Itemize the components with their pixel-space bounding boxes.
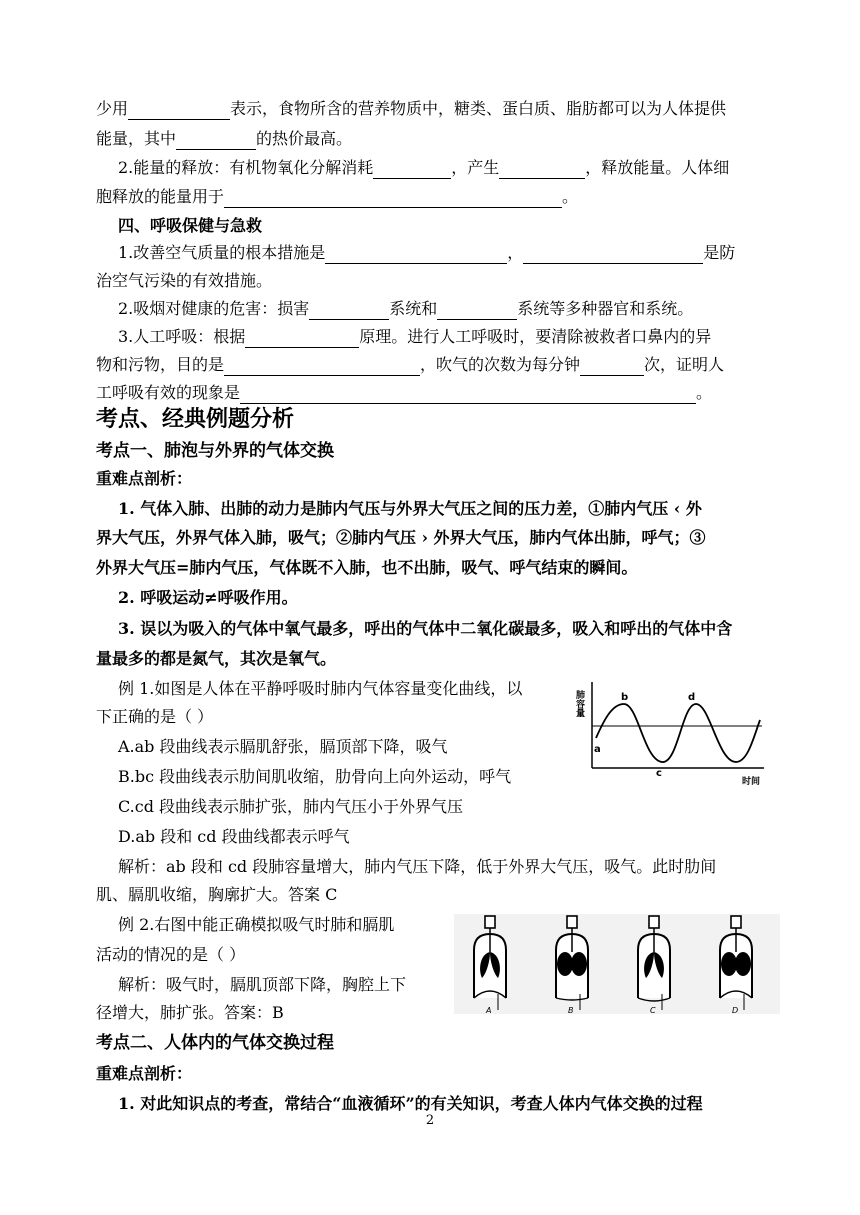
text: 是防 bbox=[703, 243, 736, 262]
key-label: 重难点剖析： bbox=[96, 1064, 193, 1083]
question-text: 活动的情况的是（ ） bbox=[96, 945, 246, 964]
question-text: 例 2.右图中能正确模拟吸气时肺和膈肌 bbox=[118, 915, 395, 934]
text: 表示，食物所含的营养物质中，糖类、蛋白质、脂肪都可以为人体提供 bbox=[230, 99, 727, 118]
text: 原理。进行人工呼吸时，要清除被救者口鼻内的异 bbox=[359, 327, 712, 346]
text-line bbox=[118, 242, 735, 264]
text: 能量，其中 bbox=[96, 129, 177, 148]
text-line: 3. 误以为吸入的气体中氧气最多，呼出的气体中二氧化碳最多，吸入和呼出的气体中含 bbox=[118, 619, 733, 638]
blank[interactable] bbox=[373, 162, 451, 179]
point-c: c bbox=[656, 768, 662, 779]
text: 胞释放的能量用于 bbox=[96, 187, 225, 206]
option-d: D.ab 段和 cd 段曲线都表示呼气 bbox=[118, 827, 350, 846]
text-line: 外界大气压=肺内气压，气体既不入肺，也不出肺，吸气、呼气结束的瞬间。 bbox=[96, 558, 638, 577]
text-line bbox=[118, 326, 711, 348]
blank[interactable] bbox=[499, 162, 585, 179]
point-heading: 考点二、人体内的气体交换过程 bbox=[96, 1033, 334, 1053]
question-text: 下正确的是（ ） bbox=[96, 707, 214, 726]
answer-text: 肌、膈肌收缩，胸廓扩大。答案 C bbox=[96, 885, 338, 904]
text: 。 bbox=[696, 383, 713, 402]
page-number: 2 bbox=[425, 1113, 435, 1128]
key-label: 重难点剖析： bbox=[96, 469, 193, 488]
graph-y-label: 肺容量 bbox=[574, 690, 584, 717]
blank[interactable] bbox=[580, 359, 644, 376]
option-c: C.cd 段曲线表示肺扩张，肺内气压小于外界气压 bbox=[118, 797, 464, 816]
blank[interactable] bbox=[176, 133, 256, 150]
text-line bbox=[96, 98, 726, 120]
text-line bbox=[96, 186, 578, 208]
text-line bbox=[118, 157, 729, 179]
text-line: 量最多的都是氮气，其次是氧气。 bbox=[96, 649, 337, 668]
text-line bbox=[118, 298, 693, 320]
text-line bbox=[96, 382, 712, 404]
blank[interactable] bbox=[224, 191, 562, 208]
answer-text: 解析：ab 段和 cd 段肺容量增大，肺内气压下降，低于外界大气压，吸气。此时肋间 bbox=[118, 857, 717, 876]
text: ，释放能量。人体细 bbox=[585, 158, 730, 177]
question-text: 例 1.如图是人体在平静呼吸时肺内气体容量变化曲线，以 bbox=[118, 679, 523, 698]
point-d: d bbox=[688, 692, 696, 703]
text-line bbox=[96, 354, 724, 376]
blank[interactable] bbox=[224, 359, 420, 376]
blank[interactable] bbox=[309, 303, 389, 320]
jar-c-label: C bbox=[650, 1006, 656, 1014]
text: 1.改善空气质量的根本措施是 bbox=[118, 243, 326, 262]
point-heading: 考点一、肺泡与外界的气体交换 bbox=[96, 441, 334, 461]
text: 。 bbox=[562, 187, 579, 206]
text: 系统等多种器官和系统。 bbox=[517, 299, 694, 318]
bell-jar-models-figure bbox=[454, 914, 780, 1014]
text: 少用 bbox=[96, 99, 129, 118]
text: 2.吸烟对健康的危害：损害 bbox=[118, 299, 310, 318]
text: ，产生 bbox=[451, 158, 500, 177]
jar-a-label: A bbox=[486, 1006, 492, 1014]
main-heading: 考点、经典例题分析 bbox=[96, 407, 295, 432]
blank[interactable] bbox=[245, 331, 359, 348]
text: 的热价最高。 bbox=[256, 129, 353, 148]
answer-text: 径增大，肺扩张。答案：B bbox=[96, 1003, 284, 1022]
option-b: B.bc 段曲线表示肋间肌收缩，肋骨向上向外运动，呼气 bbox=[118, 767, 512, 786]
blank[interactable] bbox=[523, 247, 703, 264]
text-line: 界大气压，外界气体入肺，吸气；②肺内气压 › 外界大气压，肺内气体出肺，呼气；③ bbox=[96, 528, 706, 547]
text: 2.能量的释放：有机物氧化分解消耗 bbox=[118, 158, 374, 177]
text-line bbox=[96, 128, 352, 150]
text: 物和污物，目的是 bbox=[96, 355, 225, 374]
jar-b-label: B bbox=[568, 1006, 574, 1014]
volume-curve bbox=[596, 704, 760, 762]
text: 3.人工呼吸：根据 bbox=[118, 327, 246, 346]
blank[interactable] bbox=[240, 387, 696, 404]
text-line: 1. 气体入肺、出肺的动力是肺内气压与外界大气压之间的压力差，①肺内气压 ‹ 外 bbox=[118, 499, 702, 518]
text: ，吹气的次数为每分钟 bbox=[420, 355, 581, 374]
blank[interactable] bbox=[437, 303, 517, 320]
text: ， bbox=[507, 243, 524, 262]
point-b: b bbox=[621, 692, 629, 703]
text: 次，证明人 bbox=[644, 355, 725, 374]
text-line: 2. 呼吸运动≠呼吸作用。 bbox=[118, 588, 298, 607]
section-heading: 四、呼吸保健与急救 bbox=[118, 216, 263, 235]
point-a: a bbox=[594, 744, 601, 755]
lung-volume-graph bbox=[574, 676, 770, 790]
jar-d-label: D bbox=[732, 1006, 739, 1014]
option-a: A.ab 段曲线表示膈肌舒张，膈顶部下降，吸气 bbox=[118, 737, 448, 756]
answer-text: 解析：吸气时，膈肌顶部下降，胸腔上下 bbox=[118, 975, 407, 994]
blank[interactable] bbox=[325, 247, 507, 264]
text: 工呼吸有效的现象是 bbox=[96, 383, 241, 402]
graph-x-label: 时间 bbox=[742, 777, 761, 787]
text-line: 治空气污染的有效措施。 bbox=[96, 271, 273, 290]
blank[interactable] bbox=[128, 103, 230, 120]
text-line: 1. 对此知识点的考查，常结合“血液循环”的有关知识，考查人体内气体交换的过程 bbox=[118, 1094, 703, 1113]
text: 系统和 bbox=[389, 299, 438, 318]
